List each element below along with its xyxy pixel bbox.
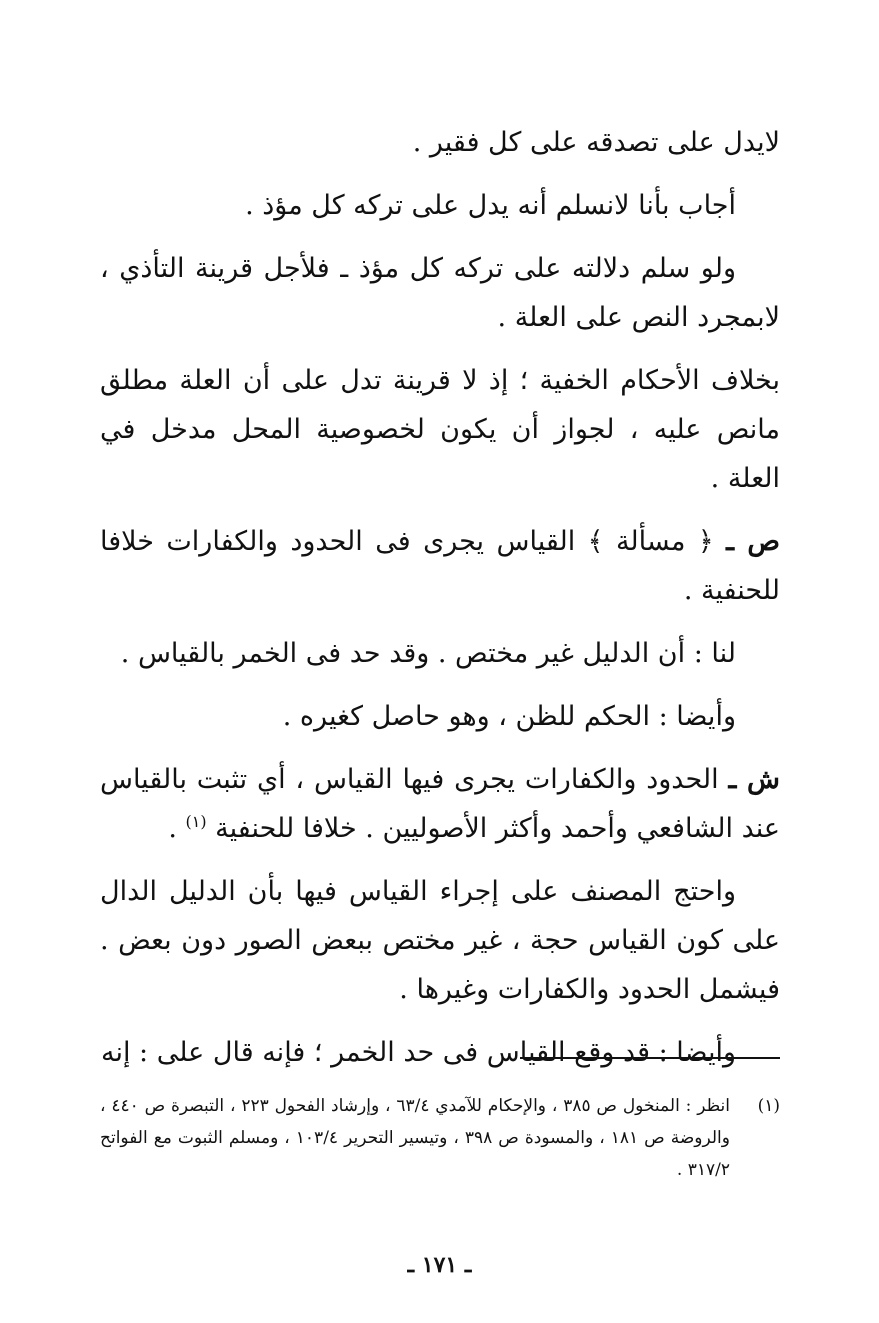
matn-label: ص ـ [726,526,780,557]
footnote [100,1090,780,1186]
sharh-paragraph: ش ـ الحدود والكفارات يجرى فيها القياس ، أي تثبت بالقياس عند الشافعي وأحمد وأكثر الأصوليين . خلافا للحنفية $^{(١)}$ . [100,764,780,844]
main-text [100,118,780,1091]
paragraph-9: واحتج المصنف على إجراء القياس فيها بأن الدليل الدال على كون القياس حجة ، غير مختص ببعض الصور دون بعض . فيشمل الحدود والكفارات وغيرها . [100,876,780,1005]
paragraph-6: لنا : أن الدليل غير مختص . وقد حد فى الخمر بالقياس . [120,638,736,669]
paragraph-7: وأيضا : الحكم للظن ، وهو حاصل كغيره . [282,701,736,732]
page-number: ـ ١٧١ ـ [407,1252,472,1278]
footnote-number: (١) [757,1096,780,1116]
sharh-label: ش ـ [728,764,780,795]
footnote-divider [520,1057,780,1059]
footnote-reference: (١) [185,812,207,831]
paragraph-1: لايدل على تصدقه على كل فقير . [412,127,780,158]
paragraph-3: ولو سلم دلالته على تركه كل مؤذ ـ فلأجل قرينة التأذي ، لابمجرد النص على العلة . [100,253,780,333]
matn-paragraph: ص ـ ﴿ مسألة ﴾ القياس يجرى فى الحدود والكفارات خلافا للحنفية . [100,526,780,606]
paragraph-4: بخلاف الأحكام الخفية ؛ إذ لا قرينة تدل على أن العلة مطلق مانص عليه ، لجواز أن يكون لخصوصية المحل مدخل في العلة . [100,365,780,494]
paragraph-2: أجاب بأنا لانسلم أنه يدل على تركه كل مؤذ . [245,190,736,221]
footnote-text: انظر : المنخول ص ٣٨٥ ، والإحكام للآمدي ٦٣/٤ ، وإرشاد الفحول ٢٢٣ ، التبصرة ص ٤٤٠ ، والروضة ص ١٨١ ، والمسودة ص ٣٩٨ ، وتيسير التحرير ١٠٣/٤ ، ومسلم الثبوت مع الفواتح ٣١٧/٢ . [100,1096,730,1180]
paragraph-10: وأيضا : قد وقع القياس فى حد الخمر ؛ فإنه قال على : إنه [100,1037,736,1068]
